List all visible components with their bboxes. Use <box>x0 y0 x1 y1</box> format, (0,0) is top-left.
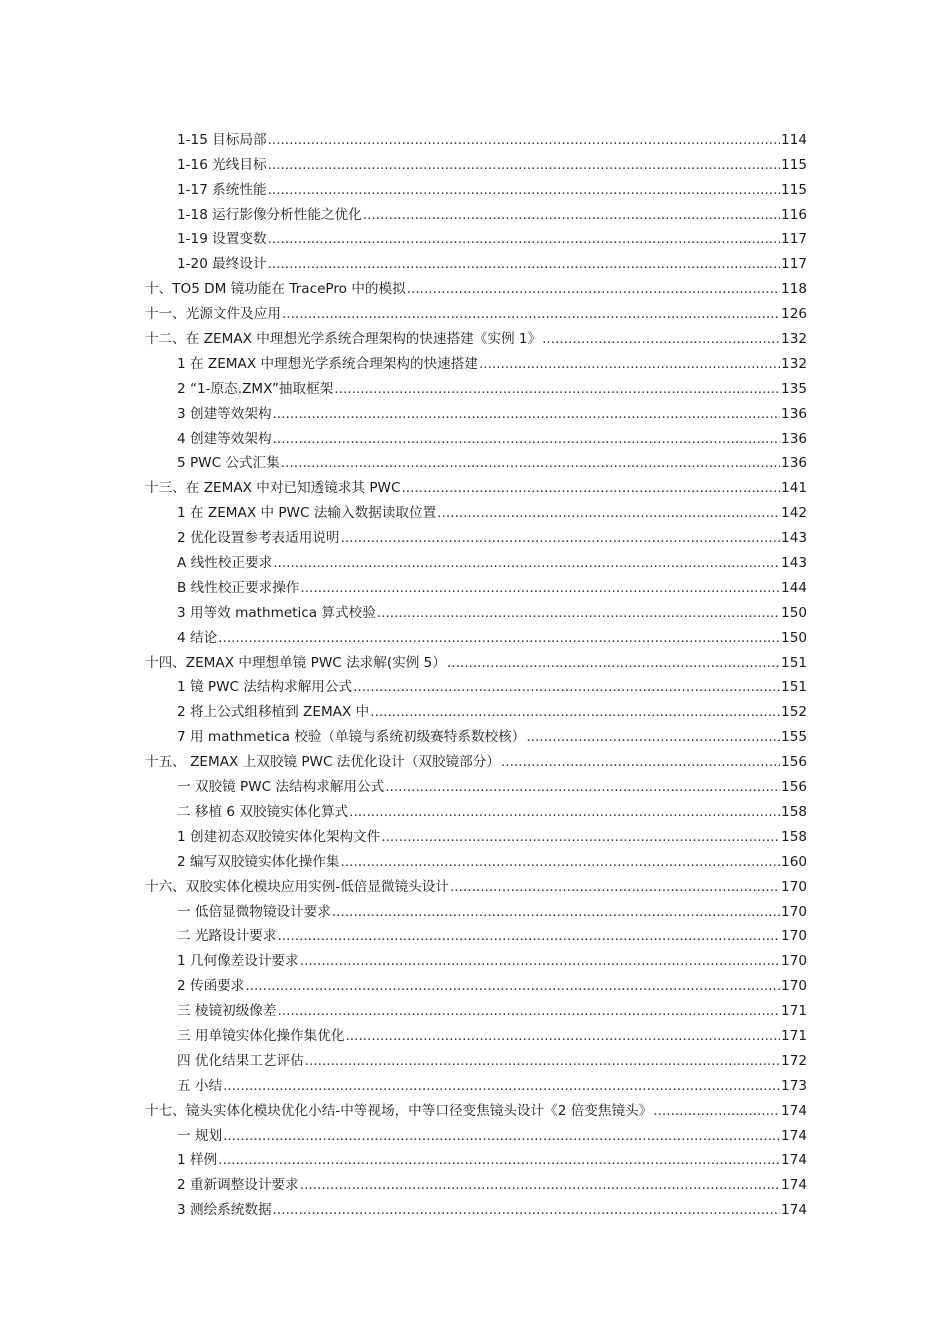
dot-leader <box>407 280 780 298</box>
toc-entry-title: 3 用等效 mathmetica 算式校验 <box>177 604 376 621</box>
toc-entry-title: 2 优化设置参考表适用说明 <box>177 530 340 547</box>
toc-entry-page-number: 170 <box>781 978 807 995</box>
toc-entry-title: 4 结论 <box>177 629 218 646</box>
toc-entry-page-number: 117 <box>781 231 807 248</box>
toc-entry-title: 一 双胶镜 PWC 法结构求解用公式 <box>177 779 385 796</box>
dot-leader <box>526 728 780 746</box>
toc-entry-title: 一 规划 <box>177 1127 223 1144</box>
toc-entry-title: B 线性校正要求操作 <box>177 579 300 596</box>
toc-entry-page-number: 136 <box>781 405 807 422</box>
toc-entry-page-number: 143 <box>781 530 807 547</box>
toc-entry-page-number: 151 <box>781 679 807 696</box>
dot-leader <box>349 803 780 821</box>
toc-entry[interactable] <box>145 970 807 995</box>
toc-entry[interactable] <box>145 846 807 871</box>
toc-entry[interactable] <box>145 796 807 821</box>
toc-entry-page-number: 170 <box>781 903 807 920</box>
dot-leader <box>381 828 780 846</box>
toc-entry-title: 2 编写双胶镜实体化操作集 <box>177 853 340 870</box>
toc-entry[interactable] <box>145 771 807 796</box>
dot-leader <box>377 604 780 622</box>
toc-entry-title: 二 光路设计要求 <box>177 928 277 945</box>
toc-entry-page-number: 160 <box>781 853 807 870</box>
toc-entry[interactable] <box>145 224 807 249</box>
toc-entry-title: 十七、镜头实体化模块优化小结-中等视场，中等口径变焦镜头设计《2 倍变焦镜头》 <box>145 1102 653 1119</box>
toc-entry-title: 2 重新调整设计要求 <box>177 1177 299 1194</box>
toc-entry-page-number: 173 <box>781 1077 807 1094</box>
toc-entry[interactable] <box>145 423 807 448</box>
toc-entry[interactable] <box>145 746 807 771</box>
toc-entry[interactable] <box>145 672 807 697</box>
dot-leader <box>300 952 780 970</box>
toc-entry[interactable] <box>145 248 807 273</box>
toc-entry-page-number: 132 <box>781 355 807 372</box>
toc-entry-page-number: 156 <box>781 779 807 796</box>
dot-leader <box>401 479 780 497</box>
toc-entry-title: 十三、在 ZEMAX 中对已知透镜求其 PWC <box>145 480 401 497</box>
toc-entry-title: 1 在 ZEMAX 中 PWC 法输入数据读取位置 <box>177 505 437 522</box>
toc-entry[interactable] <box>145 572 807 597</box>
toc-entry-title: 1-20 最终设计 <box>177 256 267 273</box>
toc-entry[interactable] <box>145 1194 807 1219</box>
toc-entry[interactable] <box>145 547 807 572</box>
toc-entry[interactable] <box>145 945 807 970</box>
dot-leader <box>245 977 780 995</box>
dot-leader <box>345 1027 780 1045</box>
dot-leader <box>332 903 780 921</box>
toc-entry-page-number: 144 <box>781 579 807 596</box>
toc-entry-page-number: 135 <box>781 380 807 397</box>
toc-entry-title: 1 几何像差设计要求 <box>177 953 299 970</box>
toc-entry-page-number: 115 <box>781 181 807 198</box>
toc-entry-page-number: 132 <box>781 331 807 348</box>
dot-leader <box>273 405 781 423</box>
toc-entry-page-number: 156 <box>781 754 807 771</box>
toc-entry[interactable] <box>145 921 807 946</box>
dot-leader <box>341 529 781 547</box>
toc-entry-title: 十六、双胶实体化模块应用实例-低倍显微镜头设计 <box>145 878 449 895</box>
toc-entry-title: 1-17 系统性能 <box>177 181 267 198</box>
toc-entry-title: 1 创建初态双胶镜实体化架构文件 <box>177 828 381 845</box>
toc-entry-page-number: 151 <box>781 654 807 671</box>
toc-entry-page-number: 142 <box>781 505 807 522</box>
toc-entry-title: 1-16 光线目标 <box>177 156 267 173</box>
toc-entry-page-number: 136 <box>781 455 807 472</box>
dot-leader <box>218 1151 780 1169</box>
dot-leader <box>334 380 780 398</box>
dot-leader <box>479 355 780 373</box>
toc-entry[interactable] <box>145 373 807 398</box>
toc-entry-title: 1 在 ZEMAX 中理想光学系统合理架构的快速搭建 <box>177 355 478 372</box>
toc-entry-page-number: 150 <box>781 604 807 621</box>
toc-entry-title: 7 用 mathmetica 校验（单镜与系统初级赛特系数校核） <box>177 729 526 746</box>
dot-leader <box>268 156 780 174</box>
toc-entry-title: 三 用单镜实体化操作集优化 <box>177 1027 345 1044</box>
dot-leader <box>277 1002 780 1020</box>
toc-entry[interactable] <box>145 1070 807 1095</box>
toc-entry-page-number: 117 <box>781 256 807 273</box>
dot-leader <box>542 330 780 348</box>
toc-entry-title: 2 传函要求 <box>177 978 245 995</box>
toc-entry-title: A 线性校正要求 <box>177 555 273 572</box>
toc-entry-page-number: 118 <box>781 281 807 298</box>
dot-leader <box>353 678 780 696</box>
toc-entry[interactable] <box>145 597 807 622</box>
dot-leader <box>501 753 780 771</box>
toc-entry-page-number: 174 <box>781 1127 807 1144</box>
toc-entry[interactable] <box>145 149 807 174</box>
toc-entry-page-number: 115 <box>781 156 807 173</box>
dot-leader <box>305 1052 780 1070</box>
toc-entry-title: 十四、ZEMAX 中理想单镜 PWC 法求解(实例 5） <box>145 654 446 671</box>
toc-entry-page-number: 152 <box>781 704 807 721</box>
toc-entry-page-number: 174 <box>781 1152 807 1169</box>
toc-entry-title: 十一、光源文件及应用 <box>145 306 281 323</box>
toc-entry-page-number: 158 <box>781 803 807 820</box>
toc-entry[interactable] <box>145 647 807 672</box>
toc-entry-page-number: 114 <box>781 131 807 148</box>
dot-leader <box>447 654 780 672</box>
toc-entry[interactable] <box>145 273 807 298</box>
toc-entry[interactable] <box>145 1145 807 1170</box>
dot-leader <box>370 703 780 721</box>
dot-leader <box>273 554 780 572</box>
toc-entry[interactable] <box>145 1095 807 1120</box>
toc-entry-page-number: 174 <box>781 1102 807 1119</box>
toc-entry[interactable] <box>145 398 807 423</box>
toc-entry[interactable] <box>145 348 807 373</box>
dot-leader <box>282 305 780 323</box>
toc-entry-title: 1 镜 PWC 法结构求解用公式 <box>177 679 353 696</box>
dot-leader <box>268 230 780 248</box>
toc-entry[interactable] <box>145 1020 807 1045</box>
toc-entry[interactable] <box>145 497 807 522</box>
toc-entry-page-number: 174 <box>781 1177 807 1194</box>
toc-entry-page-number: 171 <box>781 1003 807 1020</box>
dot-leader <box>341 853 781 871</box>
dot-leader <box>300 1176 780 1194</box>
dot-leader <box>218 629 780 647</box>
dot-leader <box>300 579 780 597</box>
toc-entry[interactable] <box>145 174 807 199</box>
toc-entry-page-number: 126 <box>781 306 807 323</box>
toc-entry[interactable] <box>145 323 807 348</box>
dot-leader <box>223 1127 780 1145</box>
toc-entry-title: 2 “1-原态.ZMX”抽取框架 <box>177 380 334 397</box>
toc-entry-title: 十、TO5 DM 镜功能在 TracePro 中的模拟 <box>145 281 406 298</box>
toc-entry[interactable] <box>145 696 807 721</box>
toc-entry[interactable] <box>145 1120 807 1145</box>
toc-entry[interactable] <box>145 1045 807 1070</box>
toc-entry-page-number: 170 <box>781 953 807 970</box>
toc-entry-page-number: 136 <box>781 430 807 447</box>
toc-entry-page-number: 141 <box>781 480 807 497</box>
toc-entry-title: 4 创建等效架构 <box>177 430 272 447</box>
toc-entry[interactable] <box>145 821 807 846</box>
toc-entry-title: 1 样例 <box>177 1152 218 1169</box>
toc-entry-title: 1-18 运行影像分析性能之优化 <box>177 206 362 223</box>
dot-leader <box>268 131 780 149</box>
dot-leader <box>363 206 780 224</box>
dot-leader <box>450 878 780 896</box>
toc-entry[interactable] <box>145 896 807 921</box>
toc-entry[interactable] <box>145 298 807 323</box>
dot-leader <box>281 454 780 472</box>
toc-entry[interactable] <box>145 995 807 1020</box>
toc-entry[interactable] <box>145 1169 807 1194</box>
toc-entry-title: 3 测绘系统数据 <box>177 1202 272 1219</box>
toc-entry[interactable] <box>145 199 807 224</box>
dot-leader <box>385 778 780 796</box>
toc-entry-title: 2 将上公式组移植到 ZEMAX 中 <box>177 704 370 721</box>
toc-entry-page-number: 171 <box>781 1027 807 1044</box>
toc-entry[interactable] <box>145 522 807 547</box>
toc-entry-title: 1-19 设置变数 <box>177 231 267 248</box>
toc-entry-title: 3 创建等效架构 <box>177 405 272 422</box>
table-of-contents <box>145 124 807 1219</box>
dot-leader <box>273 1201 781 1219</box>
toc-entry[interactable] <box>145 124 807 149</box>
toc-entry-title: 四 优化结果工艺评估 <box>177 1052 304 1069</box>
toc-entry-title: 1-15 目标局部 <box>177 131 267 148</box>
toc-entry-page-number: 170 <box>781 928 807 945</box>
toc-entry-title: 5 PWC 公式汇集 <box>177 455 280 472</box>
toc-entry-title: 三 棱镜初级像差 <box>177 1003 277 1020</box>
toc-entry-title: 十五、 ZEMAX 上双胶镜 PWC 法优化设计（双胶镜部分） <box>145 754 500 771</box>
toc-entry-page-number: 172 <box>781 1052 807 1069</box>
toc-entry-page-number: 155 <box>781 729 807 746</box>
toc-entry-title: 五 小结 <box>177 1077 223 1094</box>
toc-entry[interactable] <box>145 871 807 896</box>
toc-entry-page-number: 116 <box>781 206 807 223</box>
dot-leader <box>273 430 781 448</box>
dot-leader <box>268 255 780 273</box>
toc-entry[interactable] <box>145 622 807 647</box>
toc-entry-page-number: 143 <box>781 555 807 572</box>
toc-entry-page-number: 174 <box>781 1202 807 1219</box>
toc-entry-title: 二 移植 6 双胶镜实体化算式 <box>177 803 349 820</box>
toc-entry[interactable] <box>145 721 807 746</box>
dot-leader <box>437 504 780 522</box>
toc-entry-page-number: 150 <box>781 629 807 646</box>
toc-entry-title: 十二、在 ZEMAX 中理想光学系统合理架构的快速搭建《实例 1》 <box>145 331 542 348</box>
dot-leader <box>277 927 780 945</box>
toc-entry-page-number: 170 <box>781 878 807 895</box>
dot-leader <box>223 1077 780 1095</box>
toc-entry[interactable] <box>145 448 807 473</box>
dot-leader <box>268 181 780 199</box>
toc-entry-title: 一 低倍显微物镜设计要求 <box>177 903 331 920</box>
toc-entry[interactable] <box>145 472 807 497</box>
dot-leader <box>653 1102 780 1120</box>
toc-entry-page-number: 158 <box>781 828 807 845</box>
